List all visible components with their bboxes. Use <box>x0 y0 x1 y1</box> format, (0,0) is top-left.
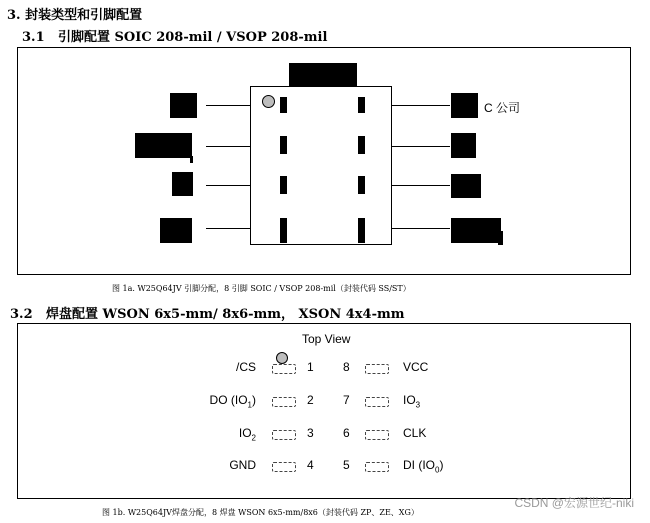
wson-pin-name-8: VCC <box>403 360 429 374</box>
wson-pin-number-5: 5 <box>343 458 350 472</box>
wson-pin-name-7: $IO_3$ <box>403 393 421 410</box>
soic-inner-mark-4 <box>280 218 287 243</box>
soic-inner-mark-5 <box>358 218 365 243</box>
soic-title: 引脚配置 SOIC 208-mil / VSOP 208-mil <box>58 30 328 45</box>
soic-inner-mark-7 <box>358 136 365 154</box>
soic-top-redaction <box>289 63 357 87</box>
pin1-indicator-dot <box>262 95 275 108</box>
soic-caption: 图 1a. W25Q64JV 引脚分配，8 引脚 SOIC / VSOP 208-mil（封装代码 SS/ST） <box>112 284 411 293</box>
wson-pin-name-2: DO $(IO_1)$ <box>209 393 256 410</box>
wson-pad-1 <box>272 364 296 374</box>
wson-pin-number-3: 3 <box>307 426 314 440</box>
wson-pin-name-4: GND <box>229 458 256 472</box>
soic-right-label-redaction-7 <box>451 133 476 158</box>
wson-pin-number-4: 4 <box>307 458 314 472</box>
soic-overlay-text: C 公司 <box>484 101 521 115</box>
soic-right-label-redaction-5 <box>451 218 501 243</box>
section-title: 3. 封装类型和引脚配置 <box>7 8 143 23</box>
soic-inner-mark-2 <box>280 136 287 154</box>
soic-right-label-redaction-6 <box>451 174 481 198</box>
wson-pin-number-6: 6 <box>343 426 350 440</box>
wson-pin-name-3: $IO_2$ <box>238 426 256 443</box>
soic-right-label-redaction-8 <box>451 93 478 118</box>
wson-pad-2 <box>272 397 296 407</box>
wson-pad-5 <box>365 462 389 472</box>
soic-left-label-redaction-1 <box>170 93 197 118</box>
soic-inner-mark-1 <box>280 97 287 113</box>
wson-diagram-frame <box>17 323 631 499</box>
soic-right-label-redaction-5b <box>498 231 503 245</box>
soic-chip-body <box>250 86 392 245</box>
wson-pin1-indicator-dot <box>276 352 288 364</box>
wson-pin-name-6: CLK <box>403 426 427 440</box>
wson-pad-3 <box>272 430 296 440</box>
soic-left-label-redaction-2 <box>135 133 192 158</box>
wson-pin-number-7: 7 <box>343 393 350 407</box>
soic-left-label-redaction-3 <box>172 172 193 196</box>
soic-inner-mark-3 <box>280 176 287 194</box>
soic-number: 3.1 <box>22 30 45 45</box>
wson-title: 焊盘配置 WSON 6x5-mm/ 8x6-mm， XSON 4x4-mm <box>46 307 405 322</box>
wson-number: 3.2 <box>10 307 33 322</box>
wson-pad-6 <box>365 430 389 440</box>
wson-pin-number-2: 2 <box>307 393 314 407</box>
wson-pin-name-1: /CS <box>235 360 256 374</box>
csdn-watermark: CSDN @宏源世纪-niki <box>514 496 634 510</box>
wson-pad-8 <box>365 364 389 374</box>
soic-heading <box>22 26 327 45</box>
soic-diagram-frame <box>17 47 631 275</box>
wson-pin-number-1: 1 <box>307 360 314 374</box>
wson-pad-4 <box>272 462 296 472</box>
soic-left-label-redaction-2b <box>190 156 193 163</box>
soic-inner-mark-6 <box>358 176 365 194</box>
wson-pin-name-5: DI $(IO_0)$ <box>403 458 444 475</box>
wson-pin-number-8: 8 <box>343 360 350 374</box>
top-view-label: Top View <box>302 332 351 346</box>
soic-pin-line-8 <box>382 105 450 106</box>
wson-caption: 图 1b. W25Q64JV焊盘分配，8 焊盘 WSON 6x5-mm/8x6（封装代码 ZP、ZE、XG） <box>102 508 419 517</box>
soic-pin-line-7 <box>382 146 450 147</box>
wson-heading <box>10 303 405 322</box>
soic-pin-line-6 <box>382 185 450 186</box>
soic-left-label-redaction-4 <box>160 218 192 243</box>
wson-pad-7 <box>365 397 389 407</box>
soic-inner-mark-8 <box>358 97 365 113</box>
soic-pin-line-5 <box>382 228 450 229</box>
